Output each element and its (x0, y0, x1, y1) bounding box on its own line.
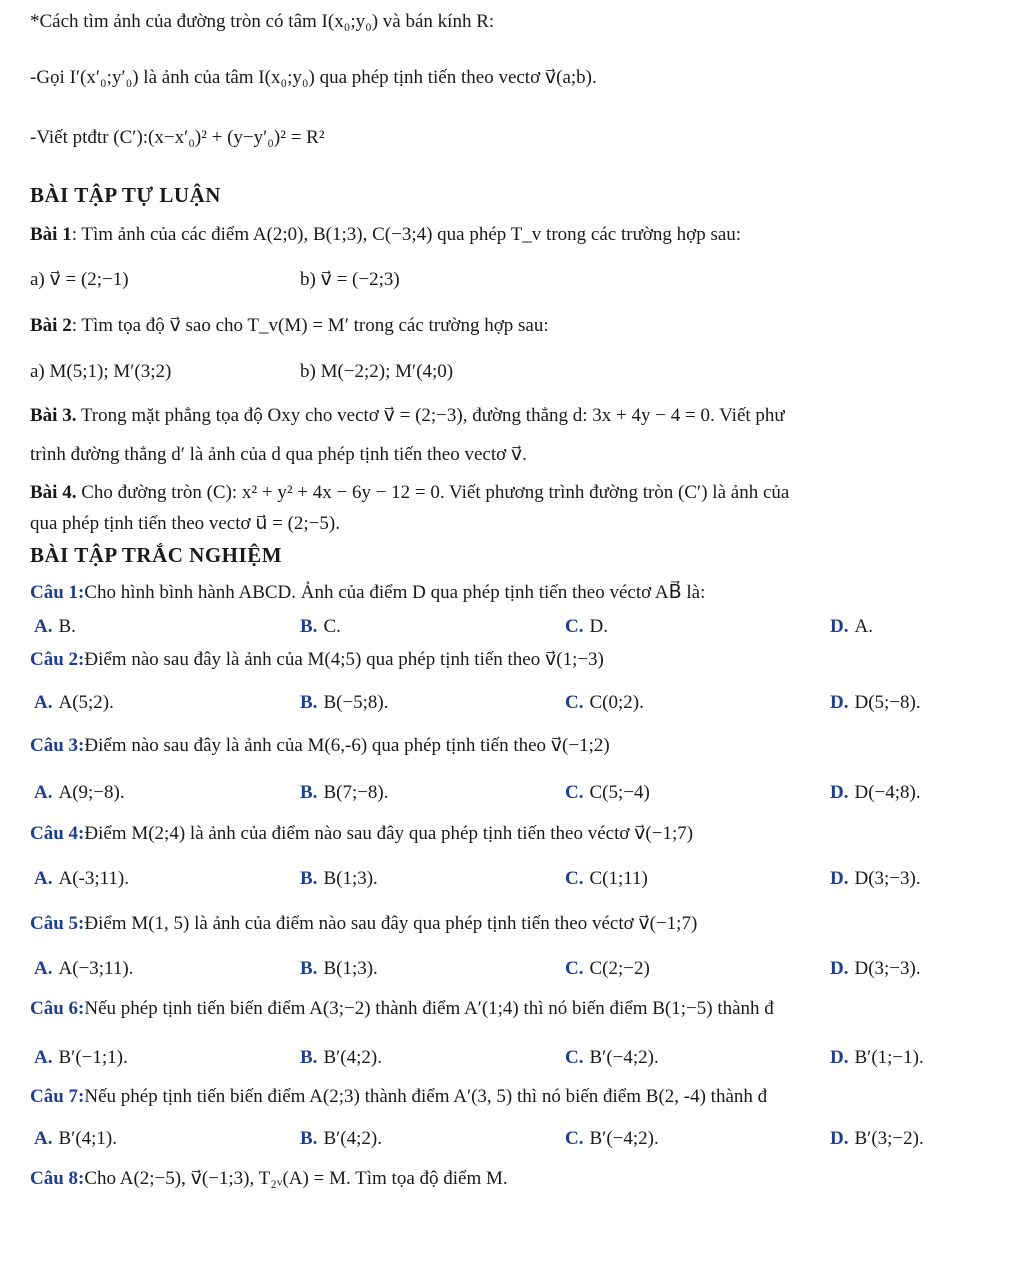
question-text: Điểm M(1, 5) là ảnh của điểm nào sau đây qua phép tịnh tiến theo véctơ v⃗(−1;7) (84, 913, 698, 934)
option-letter: D. (830, 868, 849, 889)
option-value: B′(−4;2). (589, 1047, 659, 1068)
question-label: Câu 1: (30, 582, 85, 603)
exercise-text: : Tìm ảnh của các điểm A(2;0), B(1;3), C(−3;4) qua phép T_v trong các trường hợp sau: (71, 224, 742, 245)
option-letter: B. (300, 958, 318, 979)
answer-option-c[interactable] (565, 868, 648, 890)
question-6-options (0, 1047, 1024, 1075)
exercise-label: Bài 4. (30, 482, 77, 503)
question-7 (30, 1085, 1024, 1109)
mcq-heading: BÀI TẬP TRẮC NGHIỆM (30, 543, 283, 567)
exercise-3 (30, 404, 1024, 428)
exercise-2-part-b: b) M(−2;2); M′(4;0) (300, 361, 454, 382)
option-value: D(5;−8). (854, 692, 921, 713)
question-label: Câu 4: (30, 823, 85, 844)
option-value: B(−5;8). (323, 692, 389, 713)
question-text: Cho A(2;−5), v⃗(−1;3), T₂ᵥ(A) = M. Tìm tọa độ điểm M. (84, 1168, 508, 1189)
option-value: B′(4;2). (323, 1128, 382, 1149)
exercise-2 (30, 314, 1024, 338)
option-letter: A. (34, 1047, 53, 1068)
option-value: C(2;−2) (589, 958, 650, 979)
option-value: B′(1;−1). (854, 1047, 924, 1068)
answer-option-c[interactable] (565, 616, 608, 638)
exercise-3-continued: trình đường thẳng d′ là ảnh của d qua phép tịnh tiến theo vectơ v⃗. (30, 444, 527, 465)
option-letter: A. (34, 1128, 53, 1149)
question-5-options (0, 958, 1024, 986)
option-letter: C. (565, 1047, 584, 1068)
question-5 (30, 912, 1024, 936)
option-value: B′(3;−2). (854, 1128, 924, 1149)
answer-option-d[interactable] (830, 868, 921, 890)
answer-option-a[interactable] (34, 1047, 128, 1069)
answer-option-c[interactable] (565, 1047, 659, 1069)
option-letter: C. (565, 692, 584, 713)
question-6 (30, 997, 1024, 1021)
exercise-label: Bài 3. (30, 405, 77, 426)
question-1-options (0, 616, 1024, 644)
theory-step-2: -Viết ptđtr (C′):(x−x′₀)² + (y−y′₀)² = R² (30, 127, 325, 148)
option-value: B′(−1;1). (58, 1047, 128, 1068)
answer-option-d[interactable] (830, 616, 873, 638)
option-value: D. (589, 616, 608, 637)
option-letter: D. (830, 782, 849, 803)
option-value: B′(4;1). (58, 1128, 117, 1149)
option-letter: D. (830, 616, 849, 637)
question-label: Câu 8: (30, 1168, 85, 1189)
answer-option-b[interactable] (300, 1128, 382, 1150)
answer-option-a[interactable] (34, 868, 129, 890)
question-4 (30, 822, 1024, 846)
option-letter: D. (830, 692, 849, 713)
answer-option-a[interactable] (34, 782, 125, 804)
option-letter: C. (565, 616, 584, 637)
question-text: Điểm nào sau đây là ảnh của M(4;5) qua phép tịnh tiến theo v⃗(1;−3) (84, 649, 604, 670)
option-value: A(−3;11). (58, 958, 134, 979)
option-value: D(3;−3). (854, 868, 921, 889)
answer-option-d[interactable] (830, 782, 921, 804)
option-letter: B. (300, 692, 318, 713)
question-3 (30, 734, 1024, 758)
exercise-1 (30, 223, 1024, 247)
exercise-text: : Tìm tọa độ v⃗ sao cho T_v(M) = M′ trong các trường hợp sau: (71, 315, 549, 336)
option-value: B′(−4;2). (589, 1128, 659, 1149)
answer-option-b[interactable] (300, 616, 341, 638)
question-3-options (0, 782, 1024, 810)
question-1 (30, 581, 1024, 605)
option-letter: A. (34, 782, 53, 803)
option-letter: B. (300, 1047, 318, 1068)
option-value: B(1;3). (323, 958, 378, 979)
answer-option-c[interactable] (565, 958, 650, 980)
option-letter: C. (565, 958, 584, 979)
question-label: Câu 7: (30, 1086, 85, 1107)
exercise-1-part-b: b) v⃗ = (−2;3) (300, 269, 400, 290)
question-label: Câu 5: (30, 913, 85, 934)
answer-option-b[interactable] (300, 1047, 382, 1069)
option-value: B. (58, 616, 76, 637)
option-value: A(9;−8). (58, 782, 125, 803)
option-value: C(0;2). (589, 692, 644, 713)
question-text: Nếu phép tịnh tiến biến điểm A(2;3) thành điểm A′(3, 5) thì nó biến điểm B(2, -4) thành đ (84, 1086, 768, 1107)
answer-option-b[interactable] (300, 692, 389, 714)
exercise-label: Bài 1 (30, 224, 72, 245)
answer-option-d[interactable] (830, 958, 921, 980)
answer-option-a[interactable] (34, 958, 133, 980)
option-letter: B. (300, 1128, 318, 1149)
option-letter: A. (34, 958, 53, 979)
question-text: Điểm nào sau đây là ảnh của M(6,-6) qua phép tịnh tiến theo v⃗(−1;2) (84, 735, 610, 756)
exercise-4 (30, 481, 1024, 505)
answer-option-c[interactable] (565, 1128, 659, 1150)
question-text: Nếu phép tịnh tiến biến điểm A(3;−2) thành điểm A′(1;4) thì nó biến điểm B(1;−5) thành đ (84, 998, 774, 1019)
exercise-1-part-a: a) v⃗ = (2;−1) (30, 269, 129, 290)
exercise-label: Bài 2 (30, 315, 72, 336)
question-label: Câu 2: (30, 649, 85, 670)
question-2 (30, 648, 1024, 672)
option-letter: B. (300, 868, 318, 889)
answer-option-b[interactable] (300, 868, 378, 890)
question-8 (30, 1167, 1024, 1191)
option-value: C(5;−4) (589, 782, 650, 803)
option-letter: A. (34, 868, 53, 889)
exercise-2-part-a: a) M(5;1); M′(3;2) (30, 361, 172, 382)
option-value: D(3;−3). (854, 958, 921, 979)
question-2-options (0, 692, 1024, 720)
answer-option-b[interactable] (300, 958, 378, 980)
option-letter: C. (565, 1128, 584, 1149)
question-4-options (0, 868, 1024, 896)
exercise-text: Trong mặt phẳng tọa độ Oxy cho vectơ v⃗ = (2;−3), đường thẳng d: 3x + 4y − 4 = 0. Viết phư (76, 405, 785, 426)
option-value: A. (854, 616, 873, 637)
question-text: Cho hình bình hành ABCD. Ảnh của điểm D qua phép tịnh tiến theo véctơ AB⃗ là: (84, 582, 706, 603)
option-value: A(5;2). (58, 692, 114, 713)
option-letter: C. (565, 782, 584, 803)
answer-option-a[interactable] (34, 616, 76, 638)
essay-heading: BÀI TẬP TỰ LUẬN (30, 183, 221, 207)
question-7-options (0, 1128, 1024, 1156)
option-letter: B. (300, 616, 318, 637)
option-letter: D. (830, 1047, 849, 1068)
answer-option-a[interactable] (34, 1128, 117, 1150)
option-letter: B. (300, 782, 318, 803)
answer-option-b[interactable] (300, 782, 389, 804)
option-letter: A. (34, 616, 53, 637)
question-label: Câu 6: (30, 998, 85, 1019)
option-value: C(1;11) (589, 868, 648, 889)
option-value: D(−4;8). (854, 782, 921, 803)
answer-option-d[interactable] (830, 1047, 924, 1069)
answer-option-c[interactable] (565, 782, 650, 804)
question-label: Câu 3: (30, 735, 85, 756)
answer-option-a[interactable] (34, 692, 114, 714)
option-value: A(-3;11). (58, 868, 130, 889)
option-letter: D. (830, 1128, 849, 1149)
answer-option-d[interactable] (830, 692, 921, 714)
option-value: B′(4;2). (323, 1047, 382, 1068)
option-letter: D. (830, 958, 849, 979)
question-text: Điểm M(2;4) là ảnh của điểm nào sau đây qua phép tịnh tiến theo véctơ v⃗(−1;7) (84, 823, 694, 844)
option-value: C. (323, 616, 341, 637)
option-letter: A. (34, 692, 53, 713)
answer-option-d[interactable] (830, 1128, 924, 1150)
option-letter: C. (565, 868, 584, 889)
option-value: B(7;−8). (323, 782, 389, 803)
theory-step-1: -Gọi I′(x′₀;y′₀) là ảnh của tâm I(x₀;y₀) qua phép tịnh tiến theo vectơ v⃗(a;b). (30, 67, 597, 88)
exercise-4-continued: qua phép tịnh tiến theo vectơ u⃗ = (2;−5). (30, 513, 340, 534)
exercise-text: Cho đường tròn (C): x² + y² + 4x − 6y − 12 = 0. Viết phương trình đường tròn (C′) là ảnh của (76, 482, 790, 503)
answer-option-c[interactable] (565, 692, 644, 714)
option-value: B(1;3). (323, 868, 378, 889)
theory-title: *Cách tìm ảnh của đường tròn có tâm I(x₀;y₀) và bán kính R: (30, 11, 495, 32)
